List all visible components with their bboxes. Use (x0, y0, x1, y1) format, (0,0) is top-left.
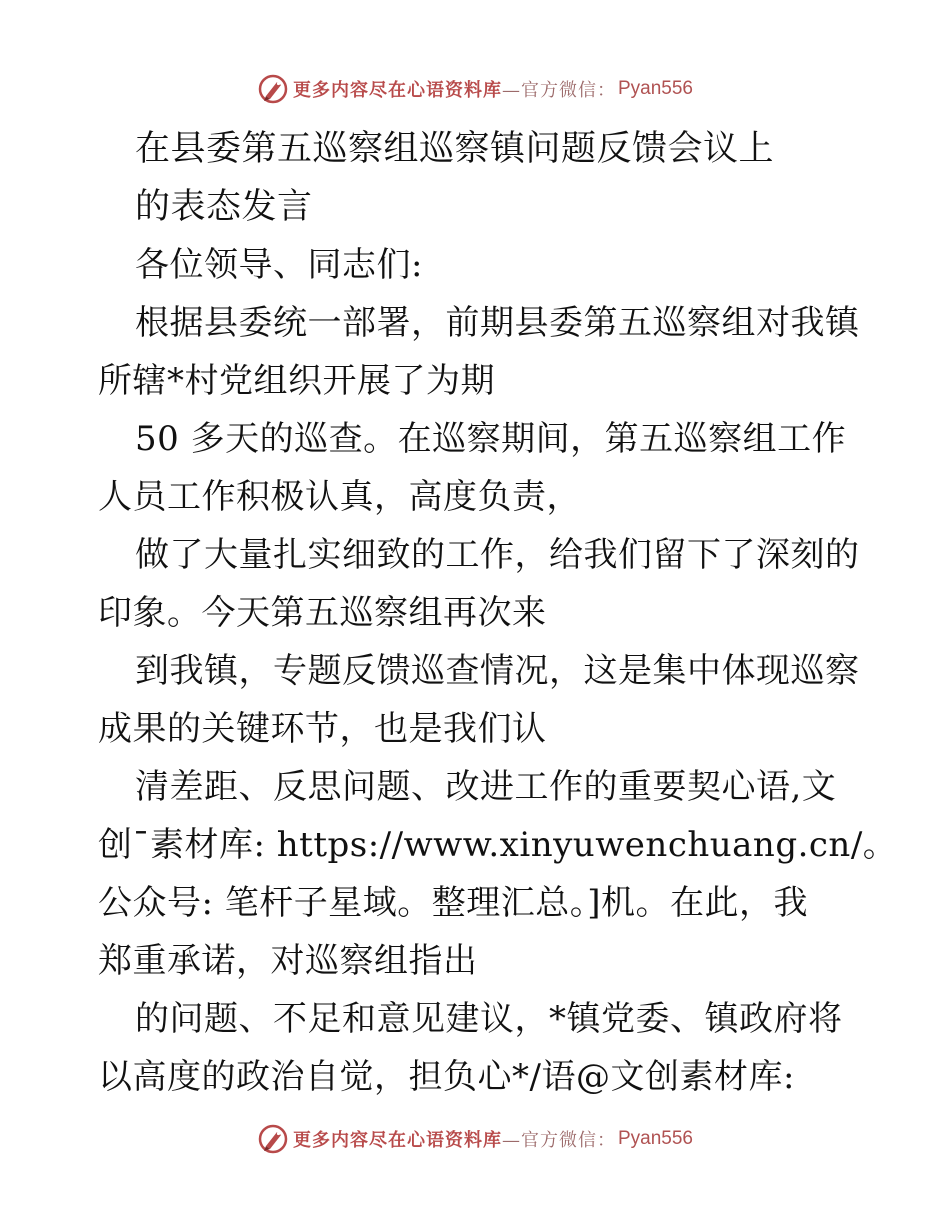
watermark-main-text: 更多内容尽在心语资料库 (292, 80, 502, 101)
document-title-line: 在县委第五巡察组巡察镇问题反馈会议上 (135, 129, 775, 169)
document-body (98, 120, 898, 1106)
document-text-line: 所辖*村党组织开展了为期 (98, 361, 495, 401)
document-text-line: 郑重承诺，对巡察组指出 (98, 941, 478, 981)
watermark-footer (0, 1122, 950, 1156)
watermark-wechat-id: Pyan556 (617, 78, 693, 99)
document-text-line: 根据县委统一部署，前期县委第五巡察组对我镇 (135, 303, 860, 343)
document-text-line: 人员工作积极认真，高度负责， (98, 477, 581, 517)
pen-logo-icon (257, 1123, 289, 1155)
document-text-line: 创¯素材库: https://www.xinyuwenchuang.cn/。 (98, 825, 898, 865)
document-text-line: 公众号: 笔杆子星域。整理汇总。]机。在此，我 (98, 883, 809, 923)
watermark-sub-text: —官方微信： (501, 80, 616, 101)
document-text-line: 到我镇，专题反馈巡查情况，这是集中体现巡察 (135, 651, 860, 691)
watermark-wechat-id: Pyan556 (617, 1128, 693, 1149)
document-text-line: 做了大量扎实细致的工作，给我们留下了深刻的 (135, 535, 860, 575)
document-text-line: 清差距、反思问题、改进工作的重要契心语,文 (135, 767, 837, 807)
document-text-line: 印象。今天第五巡察组再次来 (98, 593, 547, 633)
pen-logo-icon (257, 73, 289, 105)
document-text-line: 各位领导、同志们: (135, 245, 423, 285)
watermark-sub-text: —官方微信： (501, 1130, 616, 1151)
watermark-main-text: 更多内容尽在心语资料库 (292, 1130, 502, 1151)
document-text-line: 以高度的政治自觉，担负心*/语@文创素材库: (98, 1057, 795, 1097)
document-title-line: 的表态发言 (135, 187, 313, 227)
document-text-line: 成果的关键环节，也是我们认 (98, 709, 547, 749)
document-text-line: 的问题、不足和意见建议，*镇党委、镇政府将 (135, 999, 843, 1039)
document-text-line: 50 多天的巡查。在巡察期间，第五巡察组工作 (135, 419, 847, 459)
watermark-header (0, 72, 950, 106)
